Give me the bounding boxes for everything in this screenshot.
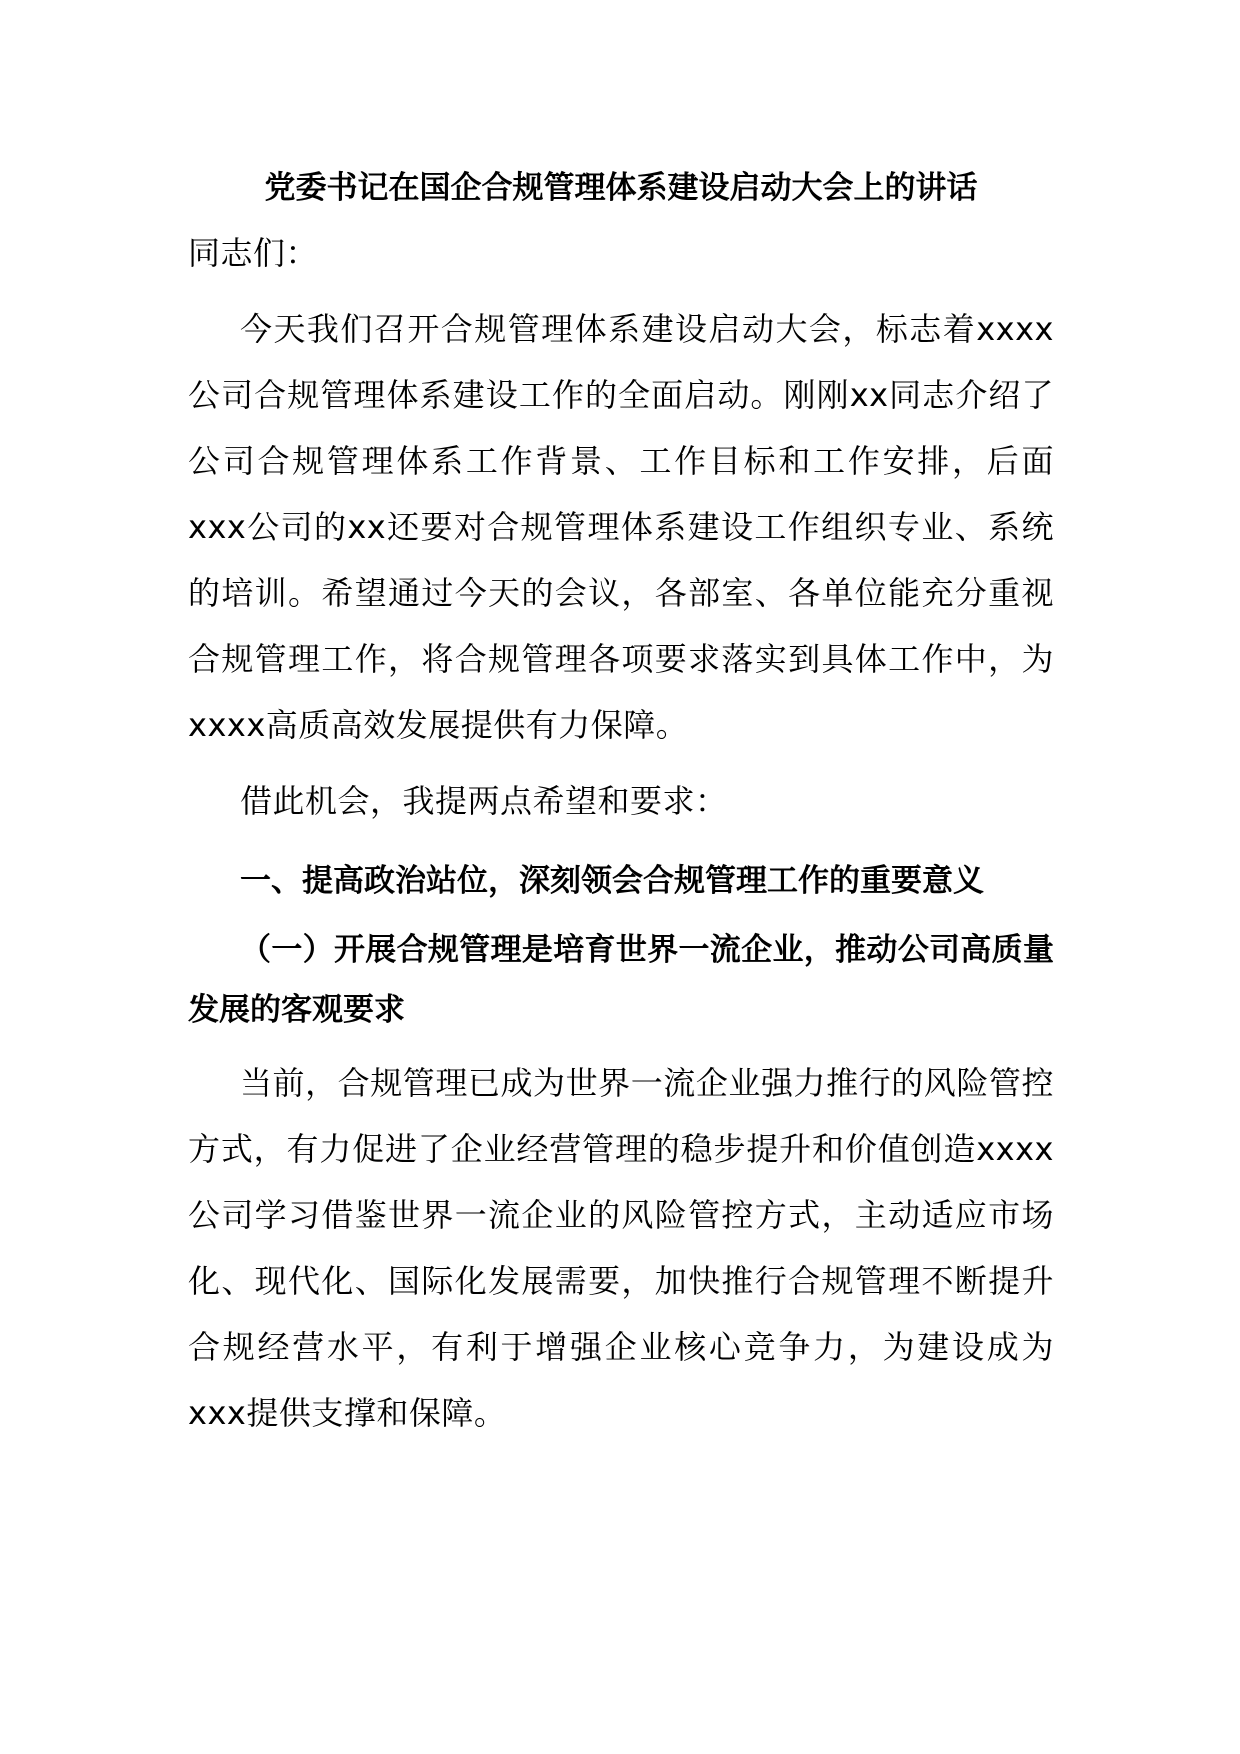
paragraph-subsection-body: 当前，合规管理已成为世界一流企业强力推行的风险管控方式，有力促进了企业经营管理的稳步提升和价值创造xxxx公司学习借鉴世界一流企业的风险管控方式，主动适应市场化、现代化、国际化发展需要，加快推行合规管理不断提升合规经营水平，有利于增强企业核心竞争力，为建设成为xxx提供支撑和保障。 — [188, 1064, 1054, 1432]
subsection-heading-1-1: （一）开展合规管理是培育世界一流企业，推动公司高质量发展的客观要求 — [188, 932, 1054, 1028]
section-heading-1: 一、提高政治站位，深刻领会合规管理工作的重要意义 — [240, 863, 984, 899]
document-body — [188, 160, 1054, 1446]
document-title: 党委书记在国企合规管理体系建设启动大会上的讲话 — [264, 170, 978, 206]
paragraph-opening: 今天我们召开合规管理体系建设启动大会，标志着xxxx公司合规管理体系建设工作的全面启动。刚刚xx同志介绍了公司合规管理体系工作背景、工作目标和工作安排，后面xxx公司的xx还要对合规管理体系建设工作组织专业、系统的培训。希望通过今天的会议，各部室、各单位能充分重视合规管理工作，将合规管理各项要求落实到具体工作中，为xxxx高质高效发展提供有力保障。 — [188, 310, 1054, 744]
paragraph-requirements-intro: 借此机会，我提两点希望和要求： — [240, 782, 728, 820]
salutation: 同志们： — [188, 234, 319, 272]
